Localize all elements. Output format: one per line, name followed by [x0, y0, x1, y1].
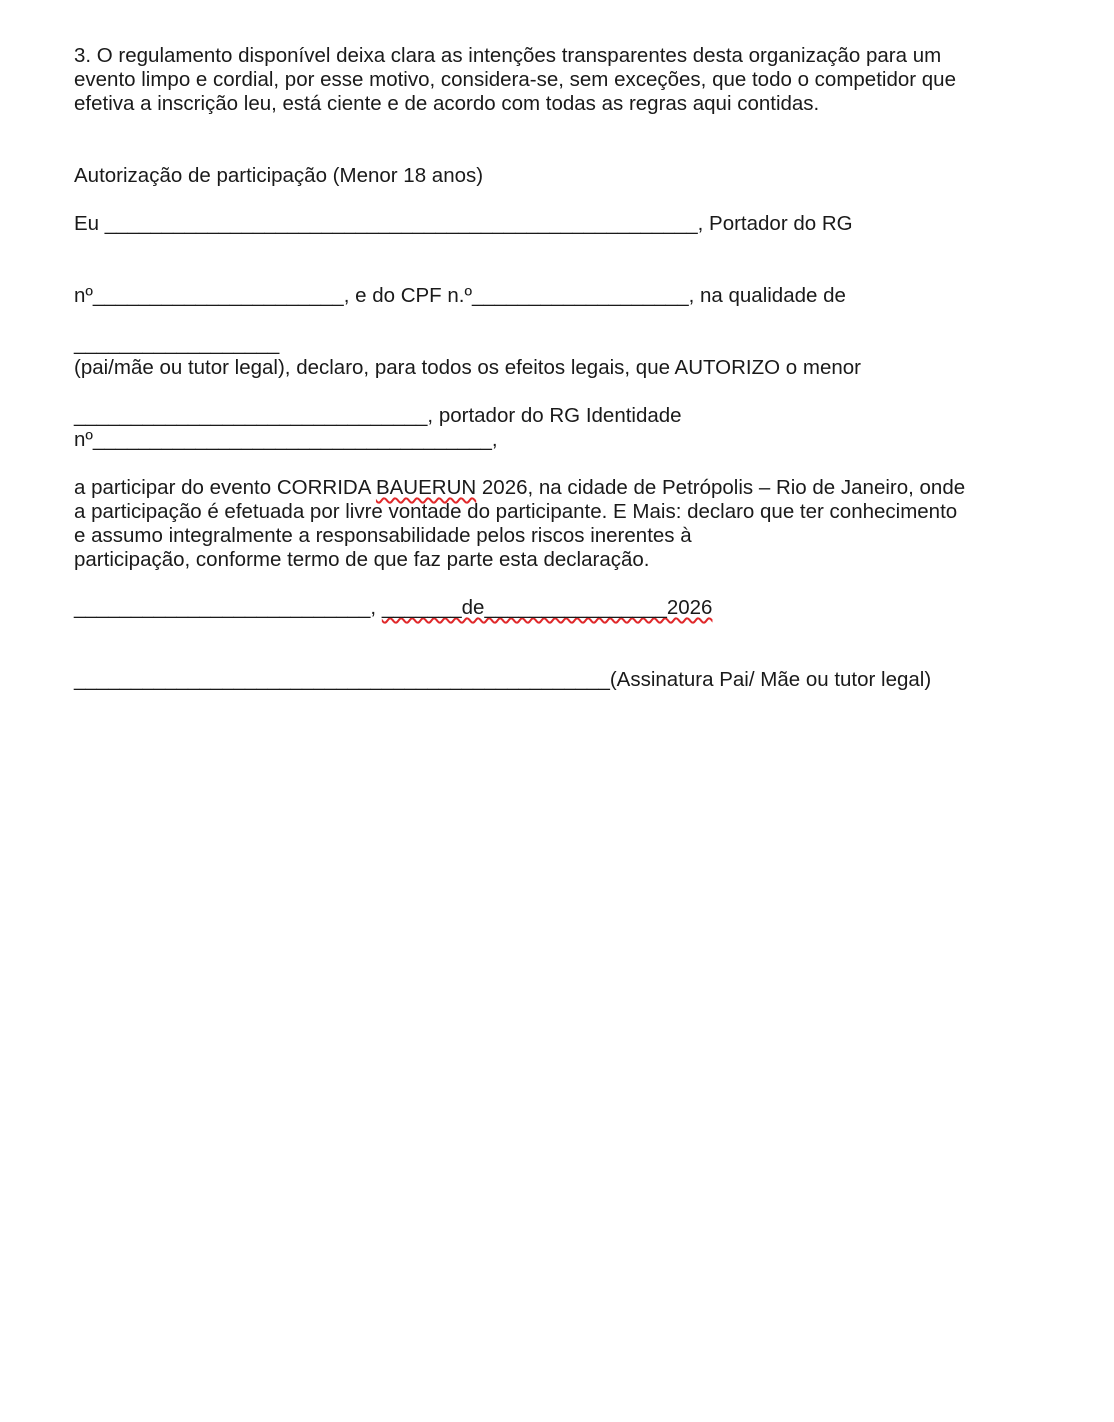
- paragraph-3-line-2: evento limpo e cordial, por esse motivo, considera-se, sem exceções, que todo o competidor que: [74, 68, 956, 91]
- event-paragraph-line-1: [74, 476, 965, 500]
- event-paragraph-line-3: e assumo integralmente a responsabilidade pelos riscos inerentes à: [74, 524, 692, 547]
- date-line: [74, 596, 712, 620]
- event-brand-name: BAUERUN: [375, 476, 477, 499]
- relationship-blank: __________________: [74, 332, 280, 355]
- date-blank: _______de________________2026: [381, 596, 713, 619]
- event-paragraph-line-2: a participação é efetuada por livre vontade do participante. E Mais: declaro que ter conhecimento: [74, 500, 958, 523]
- signature-line: _______________________________________________(Assinatura Pai/ Mãe ou tutor legal): [74, 668, 932, 691]
- rg-cpf-line: nº______________________, e do CPF n.º___________________, na qualidade de: [74, 284, 846, 307]
- guardian-name-line: Eu ____________________________________________________, Portador do RG: [74, 212, 853, 235]
- paragraph-3-line-1: 3. O regulamento disponível deixa clara as intenções transparentes desta organização para um: [74, 44, 942, 67]
- section-title: Autorização de participação (Menor 18 anos): [74, 164, 484, 187]
- guardian-declaration-line: (pai/mãe ou tutor legal), declaro, para todos os efeitos legais, que AUTORIZO o menor: [74, 356, 861, 379]
- minor-rg-line: nº___________________________________,: [74, 428, 498, 451]
- event-text-after: 2026, na cidade de Petrópolis – Rio de Janeiro, onde: [476, 476, 966, 499]
- event-paragraph-line-4: participação, conforme termo de que faz parte esta declaração.: [74, 548, 650, 571]
- event-text-before: a participar do evento CORRIDA: [74, 476, 376, 499]
- minor-name-line: _______________________________, portador do RG Identidade: [74, 404, 682, 427]
- city-blank: __________________________,: [74, 596, 382, 619]
- paragraph-3-line-3: efetiva a inscrição leu, está ciente e de acordo com todas as regras aqui contidas.: [74, 92, 820, 115]
